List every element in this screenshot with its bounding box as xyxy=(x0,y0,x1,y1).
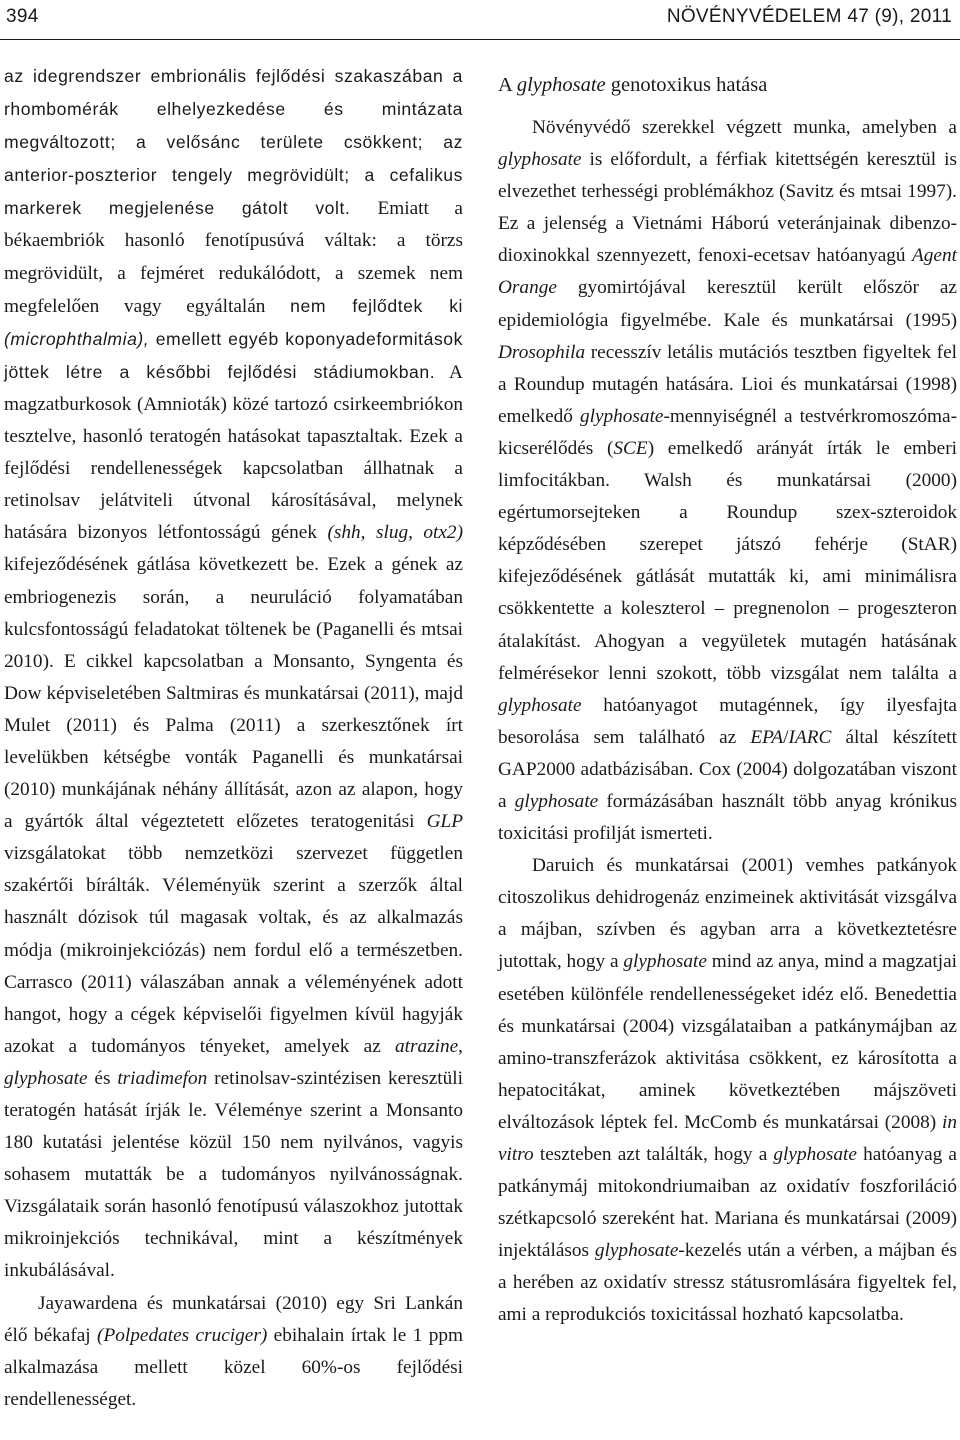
italic-term: glyphosate xyxy=(579,405,664,427)
left-column xyxy=(4,60,463,1416)
body-text: által készített GAP2000 adatbázisában. Cox (2004) dolgozatában viszont a xyxy=(498,726,957,812)
sans-text: az idegrendszer embrionális fejlődési szakaszában a rhombomérák elhelyezkedése és mintázata megváltozott; a velősánc területe csökkent; az anterior-poszterior tengely megrövidült; a cefalikus markerek megjelenése gátolt volt. xyxy=(4,66,463,219)
section-heading xyxy=(498,70,957,100)
italic-term: glyphosate xyxy=(498,694,582,716)
italic-term: (microphthalmia), xyxy=(4,328,150,349)
body-text: Jayawardena és munkatársai (2010) egy Sri Lankán élő békafaj xyxy=(4,1292,463,1346)
italic-gene-list: (shh, slug, otx2) xyxy=(327,522,463,544)
body-text: / xyxy=(783,726,789,748)
left-paragraph-1 xyxy=(4,60,463,1288)
body-text: formázásában használt több anyag krónikus toxicitási profilját ismerteti. xyxy=(498,790,957,845)
body-text: teszteben azt találták, hogy a xyxy=(533,1144,774,1165)
heading-italic: glyphosate xyxy=(516,74,606,96)
heading-text: genotoxikus hatása xyxy=(605,74,768,96)
body-text: vizsgálatokat több nemzetközi szervezet független szakértői bírálták. Véleményük szerint a szerzők által használt dózisok túl magasak voltak, és az alkalmazás módja (mikroinjekciózás) nem fordul elő a természetben. Carrasco (2011) válaszában annak a véleményének adott hangot, hogy a cégek képviselői figyelmen kívül hagyják azokat a tudományos tényeket, amelyek az xyxy=(4,843,463,1057)
body-text: mind az anya, mind a magzatjai esetében különféle rendellenességeket idéz elő. Benedettia és munkatársai (2004) vizsgálataiban a patkánymájban az amino-transzferázok aktivitása csökkent, ez károsította a hepatocitákat, aminek következtében májszöveti elváltozások léptek fel. McComb és munkatársai (2008) xyxy=(498,951,958,1133)
body-text: , xyxy=(458,1035,463,1057)
right-paragraph-1 xyxy=(498,112,957,850)
italic-term: EPA xyxy=(750,726,784,748)
running-header xyxy=(0,0,960,36)
body-text: -mennyiségnél a testvérkromoszóma-kicserélődés ( xyxy=(498,405,957,459)
body-text: retinolsav-szintézisen keresztüli teratogén hatását írják le. Véleménye szerint a Monsanto 180 kutatási jelentése közül 150 nem nyilvános, vagyis sohasem mutatták be a tudományos nyilvánosságnak. Vizsgálataik során hasonló fenotípusú válaszokhoz jutottak mikroinjekciós technikával, mint a készítmények inkubálásával. xyxy=(4,1067,463,1282)
left-paragraph-2 xyxy=(4,1288,463,1416)
body-text: Emiatt a békaembriók hasonló fenotípusúvá váltak: a törzs megrövidült, a fejméret redukálódott, a szemek nem megfelelően vagy egyáltalán xyxy=(4,198,463,317)
italic-term: glyphosate xyxy=(623,951,707,973)
sans-text: nem fejlődtek ki xyxy=(290,295,463,316)
body-text: Daruich és munkatársai (2001) vemhes patkányok citoszolikus dehidrogenáz enzimeinek aktivitását vizsgálva a májban, szívben és agyban arra a következtetésre jutottak, hogy a xyxy=(498,855,957,973)
italic-term: SCE xyxy=(613,437,648,459)
italic-term: atrazine xyxy=(394,1035,459,1057)
body-text: recesszív letális mutációs tesztben figyeltek fel a Roundup mutagén hatására. Lioi és munkatársai (1998) emelkedő xyxy=(498,341,957,427)
heading-text: A xyxy=(498,74,517,96)
body-text: -kezelés után a vérben, a májban és a herében az oxidatív stressz státusromlására figyeltek fel, ami a reprodukciós toxicitással hozható kapcsolatba. xyxy=(498,1240,957,1326)
body-text: hatóanyagot mutagénnek, így ilyesfajta besorolása sem található az xyxy=(498,694,957,748)
body-text: A magzatburkosok (Amnioták) közé tartozó csirkeembriókon tesztelve, hasonló teratogén hatásokat tapasztaltak. Ezek a fejlődési rendellenességek kapcsolatban állhatnak a retinolsav jelátviteli útvonal károsításával, melynek hatására bizonyos létfontosságú gének xyxy=(4,361,463,544)
body-text: hatóanyag a patkánymáj mitokondriumaiban az oxidatív foszforiláció szétkapcsoló szereként hat. Mariana és munkatársai (2009) injektálásos xyxy=(498,1144,957,1262)
italic-term: glyphosate xyxy=(514,790,599,812)
header-rule xyxy=(0,39,960,40)
body-text: gyomirtójával keresztül került először az epidemiológia figyelmébe. Kale és munkatársai (1995) xyxy=(498,277,957,331)
body-text: is előfordult, a férfiak kitettségén keresztül is elvezethet terhességi problémákhoz (Savitz és mtsai 1997). Ez a jelenség a Vietnámi Háború veteránjainak dibenzo-dioxinokkal szennyezett, fenoxi-ecetsav hatóanyagú xyxy=(498,149,957,267)
sans-text: emellett egyéb koponyadeformitások jöttek létre a későbbi fejlődési stádiumokban. xyxy=(4,328,463,382)
page-number: 394 xyxy=(6,6,39,27)
body-text: és xyxy=(87,1067,118,1089)
body-text: Növényvédő szerekkel végzett munka, amelyben a xyxy=(532,117,957,138)
italic-term: glyphosate xyxy=(498,149,582,171)
body-text: ) emelkedő arányát írták le emberi limfocitákban. Walsh és munkatársai (2000) egértumorsejteken a Roundup szex-szteroidok képződésében szerepet játszó fehérje (StAR) kifejeződésének gátlását mutatták ki, ami minimálisra csökkentette a koleszterol – pregnenolon – progeszteron átalakítást. Ahogyan a vegyületek mutagén hatásának felmérésekor lenni szokott, több vizsgálat nem találta a xyxy=(498,437,957,684)
italic-term: glyphosate xyxy=(773,1144,857,1165)
body-text: ebihalain írtak le 1 ppm alkalmazása mellett közel 60%-os fejlődési rendellenességet. xyxy=(4,1324,463,1410)
right-paragraph-2 xyxy=(498,850,957,1331)
italic-species: (Polpedates cruciger) xyxy=(97,1324,268,1346)
right-column xyxy=(498,60,957,1332)
italic-term: Drosophila xyxy=(498,341,586,363)
italic-term: glyphosate xyxy=(4,1067,88,1089)
italic-term: IARC xyxy=(788,726,832,748)
body-text: kifejeződésének gátlása következett be. Ezek a gének az embriogenezis során, a neuruláció folyamatában kulcsfontosságú feladatokat töltenek be (Paganelli és mtsai 2010). E cikkel kapcsolatban a Monsanto, Syngenta és Dow képviseletében Saltmiras és munkatársai (2011), majd Mulet (2011) és Palma (2011) a szerkesztőnek írt levelükben kétségbe vonták Paganelli és munkatársai (2010) munkájának néhány állítását, azon az alapon, hogy a gyártók által végeztetett előzetes teratogenitási xyxy=(4,554,463,833)
italic-term: GLP xyxy=(426,811,463,833)
italic-term: glyphosate xyxy=(594,1240,679,1262)
journal-citation: NÖVÉNYVÉDELEM 47 (9), 2011 xyxy=(666,6,952,27)
italic-term: triadimefon xyxy=(117,1067,208,1089)
italic-term: Agent Orange xyxy=(498,245,957,299)
italic-term: in vitro xyxy=(498,1111,957,1165)
